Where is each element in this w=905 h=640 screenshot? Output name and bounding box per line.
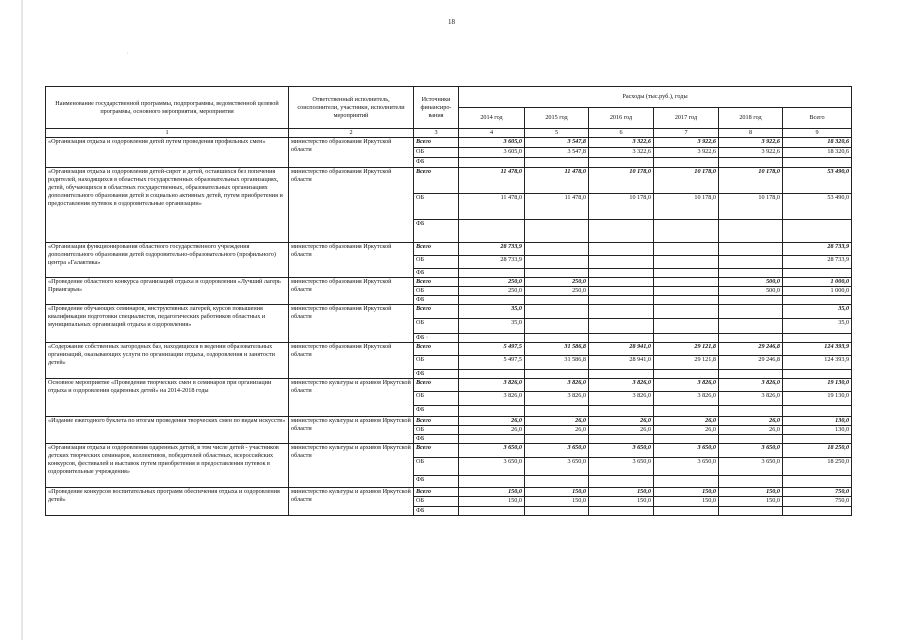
amount-cell: 10 178,0 xyxy=(719,168,783,194)
amount-cell: 11 478,0 xyxy=(525,194,589,220)
amount-cell xyxy=(459,370,525,379)
amount-cell xyxy=(654,334,719,343)
amount-cell: 26,0 xyxy=(589,417,654,426)
amount-cell xyxy=(459,334,525,343)
amount-cell xyxy=(525,507,589,516)
amount-cell xyxy=(589,305,654,319)
amount-cell: 11 478,0 xyxy=(459,168,525,194)
amount-cell xyxy=(783,507,852,516)
executor-name: министерство культуры и архивов Иркутской области xyxy=(289,444,414,488)
amount-cell xyxy=(783,296,852,305)
amount-cell: 26,0 xyxy=(719,417,783,426)
amount-cell: 3 826,0 xyxy=(654,379,719,392)
table-row xyxy=(46,138,852,148)
amount-cell: 28 733,9 xyxy=(459,256,525,269)
amount-cell xyxy=(719,269,783,278)
amount-cell: 3 650,0 xyxy=(654,444,719,458)
amount-cell xyxy=(783,435,852,444)
amount-cell: 250,0 xyxy=(525,278,589,287)
table-row xyxy=(46,379,852,392)
amount-cell: 130,0 xyxy=(783,426,852,435)
table-row xyxy=(46,417,852,426)
amount-cell: 19 130,0 xyxy=(783,392,852,406)
amount-cell xyxy=(589,296,654,305)
amount-cell xyxy=(589,158,654,168)
amount-cell: 150,0 xyxy=(589,497,654,507)
funding-source: ОБ xyxy=(414,148,459,158)
funding-source: ОБ xyxy=(414,458,459,476)
table-row xyxy=(46,488,852,497)
amount-cell: 26,0 xyxy=(589,426,654,435)
amount-cell xyxy=(719,319,783,334)
activity-name: «Проведение областного конкурса организаций отдыха и оздоровления «Лучший лагерь Приангарья» xyxy=(46,278,289,305)
amount-cell xyxy=(783,406,852,417)
amount-cell: 3 826,0 xyxy=(719,379,783,392)
activity-name: «Содержание собственных загородных баз, находящихся в ведении образовательных организаций, оказывающих услуги по организации отдыха, оздоровления и занятости детей» xyxy=(46,343,289,379)
amount-cell: 26,0 xyxy=(719,426,783,435)
amount-cell: 28 733,9 xyxy=(783,243,852,256)
executor-name: министерство образования Иркутской области xyxy=(289,168,414,243)
amount-cell: 150,0 xyxy=(719,497,783,507)
amount-cell xyxy=(719,435,783,444)
activity-name: «Издание ежегодного буклета по итогам проведения творческих смен по видам искусств» xyxy=(46,417,289,444)
funding-source: Всего xyxy=(414,379,459,392)
amount-cell: 5 497,5 xyxy=(459,343,525,356)
amount-cell: 31 586,8 xyxy=(525,343,589,356)
funding-source: ФБ xyxy=(414,435,459,444)
amount-cell: 500,0 xyxy=(719,278,783,287)
amount-cell: 3 826,0 xyxy=(459,392,525,406)
amount-cell: 3 922,6 xyxy=(654,138,719,148)
amount-cell: 35,0 xyxy=(783,305,852,319)
funding-source: ФБ xyxy=(414,296,459,305)
amount-cell xyxy=(719,158,783,168)
amount-cell: 29 246,8 xyxy=(719,343,783,356)
amount-cell: 18 250,0 xyxy=(783,458,852,476)
header-expenses: Расходы (тыс.руб.), годы xyxy=(459,87,852,108)
amount-cell xyxy=(654,287,719,296)
amount-cell: 10 178,0 xyxy=(589,168,654,194)
amount-cell xyxy=(589,278,654,287)
table-row xyxy=(46,444,852,458)
table-row xyxy=(46,168,852,194)
amount-cell xyxy=(589,319,654,334)
amount-cell: 3 650,0 xyxy=(459,444,525,458)
financing-table xyxy=(45,86,852,516)
amount-cell: 3 826,0 xyxy=(719,392,783,406)
executor-name: министерство культуры и архивов Иркутской области xyxy=(289,488,414,516)
funding-source: Всего xyxy=(414,278,459,287)
amount-cell xyxy=(654,476,719,488)
amount-cell: 10 178,0 xyxy=(654,168,719,194)
amount-cell xyxy=(525,256,589,269)
column-index: 8 xyxy=(719,129,783,138)
amount-cell: 5 497,5 xyxy=(459,356,525,370)
amount-cell xyxy=(459,158,525,168)
amount-cell xyxy=(654,269,719,278)
activity-name: Основное мероприятие «Проведения творческих смен в семинаров при организации отдыха и оздоровления одаренных детей» на 2014-2018 годы xyxy=(46,379,289,417)
funding-source: ФБ xyxy=(414,158,459,168)
executor-name: министерство образования Иркутской области xyxy=(289,305,414,343)
amount-cell xyxy=(459,476,525,488)
funding-source: Всего xyxy=(414,243,459,256)
table-body xyxy=(46,138,852,516)
header-year: 2018 год xyxy=(719,108,783,129)
activity-name: «Организация отдыха и оздоровления одаренных детей, в том числе детей - участников детских творческих семинаров, коллективов, победителей областных, всероссийских конкурсов, фестивалей и выставок путем приобретения и предоставления путевок в оздоровительные учреждения» xyxy=(46,444,289,488)
amount-cell: 3 826,0 xyxy=(654,392,719,406)
amount-cell xyxy=(589,269,654,278)
amount-cell: 124 393,9 xyxy=(783,356,852,370)
scan-mark: ' xyxy=(127,53,128,58)
funding-source: ОБ xyxy=(414,319,459,334)
amount-cell xyxy=(459,296,525,305)
amount-cell: 11 478,0 xyxy=(459,194,525,220)
amount-cell xyxy=(654,319,719,334)
amount-cell: 250,0 xyxy=(459,287,525,296)
amount-cell: 3 650,0 xyxy=(525,444,589,458)
amount-cell: 3 922,6 xyxy=(719,148,783,158)
column-index: 5 xyxy=(525,129,589,138)
amount-cell: 500,0 xyxy=(719,287,783,296)
amount-cell: 3 826,0 xyxy=(589,392,654,406)
amount-cell xyxy=(589,476,654,488)
header-executor: Ответственный исполнитель, соисполнители, участники, исполнители мероприятий xyxy=(289,87,414,129)
column-index: 3 xyxy=(414,129,459,138)
amount-cell xyxy=(459,507,525,516)
amount-cell: 750,0 xyxy=(783,497,852,507)
amount-cell: 26,0 xyxy=(654,417,719,426)
header-year: 2017 год xyxy=(654,108,719,129)
amount-cell xyxy=(719,507,783,516)
amount-cell: 31 586,8 xyxy=(525,356,589,370)
amount-cell: 29 246,8 xyxy=(719,356,783,370)
amount-cell: 3 650,0 xyxy=(525,458,589,476)
executor-name: министерство образования Иркутской области xyxy=(289,343,414,379)
amount-cell: 11 478,0 xyxy=(525,168,589,194)
funding-source: ФБ xyxy=(414,220,459,243)
amount-cell xyxy=(719,243,783,256)
amount-cell xyxy=(459,435,525,444)
amount-cell: 3 605,0 xyxy=(459,148,525,158)
amount-cell xyxy=(783,476,852,488)
executor-name: министерство образования Иркутской области xyxy=(289,243,414,278)
funding-source: ФБ xyxy=(414,406,459,417)
amount-cell: 3 605,0 xyxy=(459,138,525,148)
header-year: 2016 год xyxy=(589,108,654,129)
amount-cell xyxy=(589,406,654,417)
amount-cell: 3 650,0 xyxy=(654,458,719,476)
funding-source: Всего xyxy=(414,417,459,426)
amount-cell xyxy=(654,370,719,379)
amount-cell xyxy=(719,334,783,343)
amount-cell: 3 826,0 xyxy=(459,379,525,392)
amount-cell xyxy=(654,220,719,243)
header-year: 2014 год xyxy=(459,108,525,129)
amount-cell xyxy=(719,305,783,319)
amount-cell xyxy=(525,435,589,444)
header-source: Источники финансиро-вания xyxy=(414,87,459,129)
table-row xyxy=(46,243,852,256)
amount-cell: 10 178,0 xyxy=(654,194,719,220)
amount-cell xyxy=(589,370,654,379)
amount-cell: 3 826,0 xyxy=(525,392,589,406)
amount-cell: 3 650,0 xyxy=(719,458,783,476)
amount-cell xyxy=(525,296,589,305)
executor-name: министерство образования Иркутской области xyxy=(289,138,414,168)
table-row xyxy=(46,278,852,287)
funding-source: ОБ xyxy=(414,256,459,269)
amount-cell xyxy=(719,296,783,305)
amount-cell: 26,0 xyxy=(459,426,525,435)
amount-cell: 35,0 xyxy=(783,319,852,334)
amount-cell: 150,0 xyxy=(525,488,589,497)
amount-cell xyxy=(783,220,852,243)
amount-cell: 1 000,0 xyxy=(783,287,852,296)
amount-cell: 1 000,0 xyxy=(783,278,852,287)
scan-edge-line xyxy=(21,0,23,640)
funding-source: ФБ xyxy=(414,269,459,278)
funding-source: Всего xyxy=(414,138,459,148)
amount-cell: 53 490,0 xyxy=(783,168,852,194)
amount-cell xyxy=(783,370,852,379)
column-index: 9 xyxy=(783,129,852,138)
amount-cell xyxy=(459,269,525,278)
column-index: 6 xyxy=(589,129,654,138)
amount-cell: 28 941,0 xyxy=(589,343,654,356)
amount-cell: 3 922,6 xyxy=(719,138,783,148)
amount-cell xyxy=(783,158,852,168)
header-name: Наименование государственной программы, подпрограммы, ведомственной целевой программы, основного мероприятия, мероприятия xyxy=(46,87,289,129)
funding-source: Всего xyxy=(414,444,459,458)
amount-cell: 3 650,0 xyxy=(589,458,654,476)
amount-cell xyxy=(654,296,719,305)
amount-cell xyxy=(589,435,654,444)
amount-cell: 18 250,0 xyxy=(783,444,852,458)
amount-cell xyxy=(654,243,719,256)
activity-name: «Организация отдыха и оздоровления детей путем проведения профильных смен» xyxy=(46,138,289,168)
amount-cell: 150,0 xyxy=(719,488,783,497)
activity-name: «Проведение обучающих семинаров, инструктивных лагерей, курсов повышения квалификации подготовки специалистов, педагогических работников областных и муниципальных организаций отдыха и оздоровления» xyxy=(46,305,289,343)
amount-cell: 18 320,6 xyxy=(783,138,852,148)
amount-cell xyxy=(589,507,654,516)
amount-cell: 35,0 xyxy=(459,305,525,319)
amount-cell: 53 490,0 xyxy=(783,194,852,220)
amount-cell xyxy=(719,476,783,488)
amount-cell xyxy=(783,269,852,278)
funding-source: ОБ xyxy=(414,194,459,220)
amount-cell: 18 320,6 xyxy=(783,148,852,158)
funding-source: ФБ · xyxy=(414,334,459,343)
amount-cell: 10 178,0 xyxy=(589,194,654,220)
table-row xyxy=(46,343,852,356)
amount-cell: 150,0 xyxy=(459,497,525,507)
amount-cell xyxy=(719,256,783,269)
amount-cell xyxy=(719,406,783,417)
amount-cell: 29 121,8 xyxy=(654,343,719,356)
amount-cell xyxy=(525,334,589,343)
column-index: 4 xyxy=(459,129,525,138)
amount-cell: 250,0 xyxy=(525,287,589,296)
amount-cell: 150,0 xyxy=(525,497,589,507)
amount-cell: 130,0 xyxy=(783,417,852,426)
amount-cell: 19 130,0 xyxy=(783,379,852,392)
page-number: 18 xyxy=(448,18,455,26)
funding-source: ОБ xyxy=(414,497,459,507)
amount-cell: 26,0 xyxy=(654,426,719,435)
funding-source: Всего xyxy=(414,488,459,497)
funding-source: ОБ xyxy=(414,426,459,435)
amount-cell xyxy=(654,278,719,287)
activity-name: «Проведение конкурсов воспитательных программ обеспечения отдыха и оздоровления детей» xyxy=(46,488,289,516)
amount-cell xyxy=(459,406,525,417)
amount-cell xyxy=(459,220,525,243)
amount-cell: 3 922,6 xyxy=(654,148,719,158)
amount-cell: 3 322,6 xyxy=(589,148,654,158)
amount-cell xyxy=(783,334,852,343)
funding-source: ФБ xyxy=(414,507,459,516)
amount-cell: 150,0 xyxy=(459,488,525,497)
column-index: 7 xyxy=(654,129,719,138)
amount-cell xyxy=(654,507,719,516)
amount-cell xyxy=(525,370,589,379)
amount-cell: 26,0 xyxy=(525,417,589,426)
funding-source: ОБ xyxy=(414,392,459,406)
amount-cell xyxy=(525,406,589,417)
amount-cell xyxy=(525,476,589,488)
amount-cell xyxy=(525,243,589,256)
amount-cell xyxy=(589,334,654,343)
amount-cell xyxy=(654,158,719,168)
amount-cell: 28 941,0 xyxy=(589,356,654,370)
amount-cell xyxy=(719,370,783,379)
amount-cell xyxy=(525,158,589,168)
amount-cell: 29 121,8 xyxy=(654,356,719,370)
amount-cell: 250,0 xyxy=(459,278,525,287)
amount-cell: 26,0 xyxy=(459,417,525,426)
amount-cell xyxy=(654,406,719,417)
amount-cell: 26,0 xyxy=(525,426,589,435)
amount-cell xyxy=(589,220,654,243)
amount-cell: 3 826,0 xyxy=(589,379,654,392)
amount-cell: 28 733,9 xyxy=(783,256,852,269)
amount-cell xyxy=(525,269,589,278)
amount-cell xyxy=(654,305,719,319)
executor-name: министерство образования Иркутской области xyxy=(289,278,414,305)
amount-cell xyxy=(525,220,589,243)
activity-name: «Организация функционирования областного государственного учреждения дополнительного образования детей оздоровительно-образовательного (профильного) центра «Галактика» xyxy=(46,243,289,278)
funding-source: Всего xyxy=(414,343,459,356)
header-year: 2015 год xyxy=(525,108,589,129)
amount-cell: 3 650,0 xyxy=(589,444,654,458)
amount-cell xyxy=(654,435,719,444)
amount-cell: 124 393,9 xyxy=(783,343,852,356)
amount-cell xyxy=(719,220,783,243)
amount-cell: 150,0 xyxy=(589,488,654,497)
amount-cell: 3 547,8 xyxy=(525,138,589,148)
amount-cell: 750,0 xyxy=(783,488,852,497)
amount-cell: 3 650,0 xyxy=(719,444,783,458)
activity-name: «Организация отдыха и оздоровления детей-сирот и детей, оставшихся без попечения родителей, находящихся в областных государственных образовательных организациях, детей, обучающихся в областных государственных, образовательных организациях дополнительного образования детей и социально активных детей, путем приобретения и предоставления путевок в оздоровительные организации» xyxy=(46,168,289,243)
amount-cell xyxy=(589,243,654,256)
amount-cell: 3 826,0 xyxy=(525,379,589,392)
amount-cell xyxy=(589,256,654,269)
funding-source: Всего xyxy=(414,305,459,319)
header-total: Всего xyxy=(783,108,852,129)
amount-cell: 28 733,9 xyxy=(459,243,525,256)
amount-cell: 10 178,0 xyxy=(719,194,783,220)
funding-source: ФБ xyxy=(414,370,459,379)
amount-cell: 35,0 xyxy=(459,319,525,334)
amount-cell: 3 650,0 xyxy=(459,458,525,476)
executor-name: министерство культуры и архивов Иркутской области xyxy=(289,417,414,444)
amount-cell xyxy=(589,287,654,296)
column-index: 2 xyxy=(289,129,414,138)
column-index: 1 xyxy=(46,129,289,138)
funding-source: ФБ xyxy=(414,476,459,488)
amount-cell: 3 547,8 xyxy=(525,148,589,158)
amount-cell: 3 322,6 xyxy=(589,138,654,148)
funding-source: ОБ xyxy=(414,287,459,296)
amount-cell xyxy=(525,319,589,334)
table-row xyxy=(46,305,852,319)
amount-cell: 150,0 xyxy=(654,488,719,497)
funding-source: ОБ xyxy=(414,356,459,370)
funding-source: Всего xyxy=(414,168,459,194)
amount-cell xyxy=(525,305,589,319)
amount-cell: 150,0 xyxy=(654,497,719,507)
amount-cell xyxy=(654,256,719,269)
executor-name: министерство культуры и архивов Иркутской области xyxy=(289,379,414,417)
